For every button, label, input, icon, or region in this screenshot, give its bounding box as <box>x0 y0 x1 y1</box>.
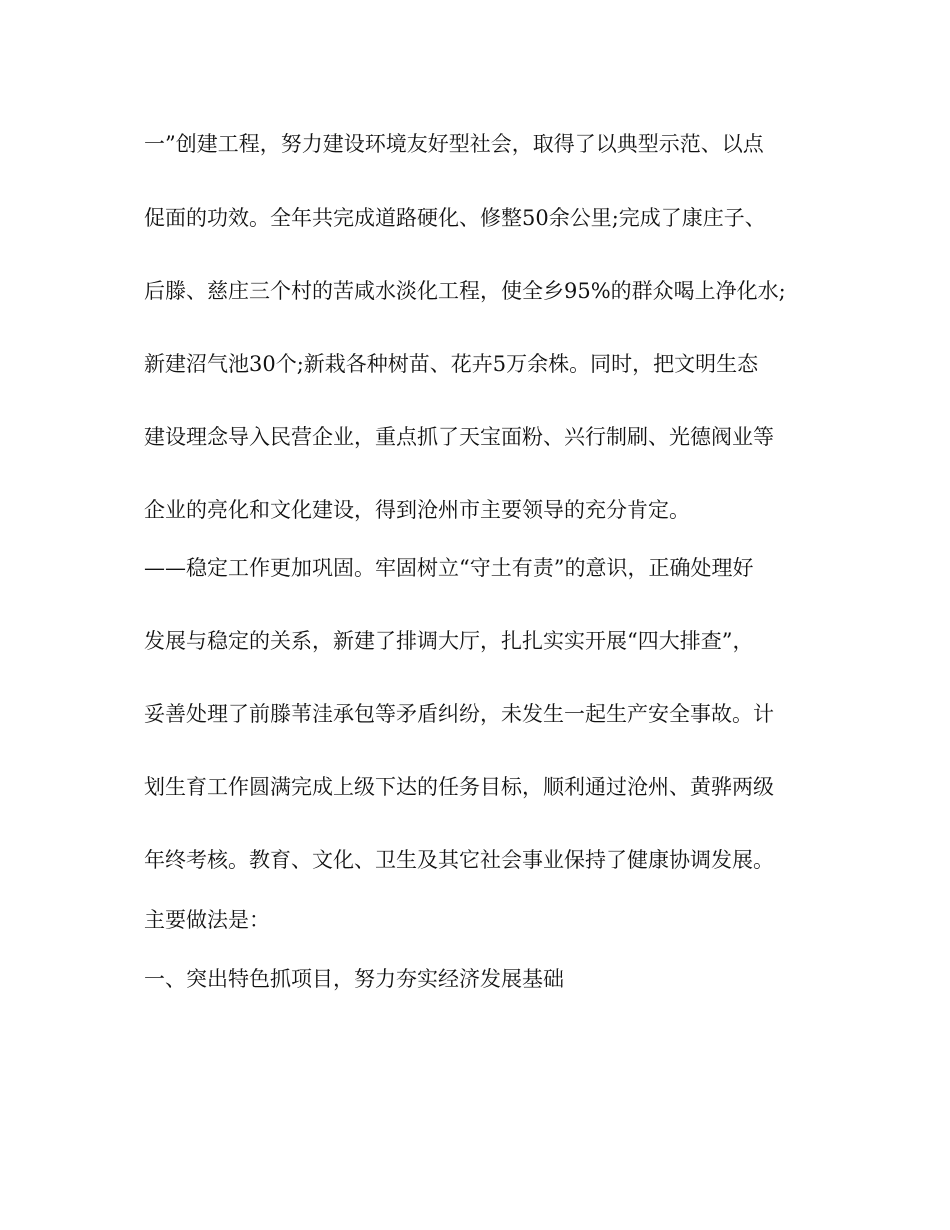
section-heading: 一、突出特色抓项目，努力夯实经济发展基础 <box>144 967 564 991</box>
text-line: 划生育工作圆满完成上级下达的任务目标，顺利通过沧州、黄骅两级 <box>144 775 774 799</box>
text-line: 新建沼气池30个;新栽各种树苗、花卉5万余株。同时，把文明生态 <box>144 352 759 376</box>
text-line: 建设理念导入民营企业，重点抓了天宝面粉、兴行制刷、光德阀业等 <box>144 425 774 449</box>
text-line: 妥善处理了前滕苇洼承包等矛盾纠纷，未发生一起生产安全事故。计 <box>144 702 774 726</box>
text-line: 主要做法是： <box>144 908 270 932</box>
text-line: 促面的功效。全年共完成道路硬化、修整50余公里;完成了康庄子、 <box>144 206 766 230</box>
text-line: 一”创建工程，努力建设环境友好型社会，取得了以典型示范、以点 <box>144 132 764 156</box>
text-line: 后滕、慈庄三个村的苦咸水淡化工程，使全乡95%的群众喝上净化水; <box>144 279 786 303</box>
text-line: 发展与稳定的关系，新建了排调大厅，扎扎实实开展“四大排查”， <box>144 629 754 653</box>
text-line: 企业的亮化和文化建设，得到沧州市主要领导的充分肯定。 <box>144 498 690 522</box>
text-line: 年终考核。教育、文化、卫生及其它社会事业保持了健康协调发展。 <box>144 848 774 872</box>
text-line: ——稳定工作更加巩固。牢固树立“守土有责”的意识，正确处理好 <box>144 556 754 580</box>
